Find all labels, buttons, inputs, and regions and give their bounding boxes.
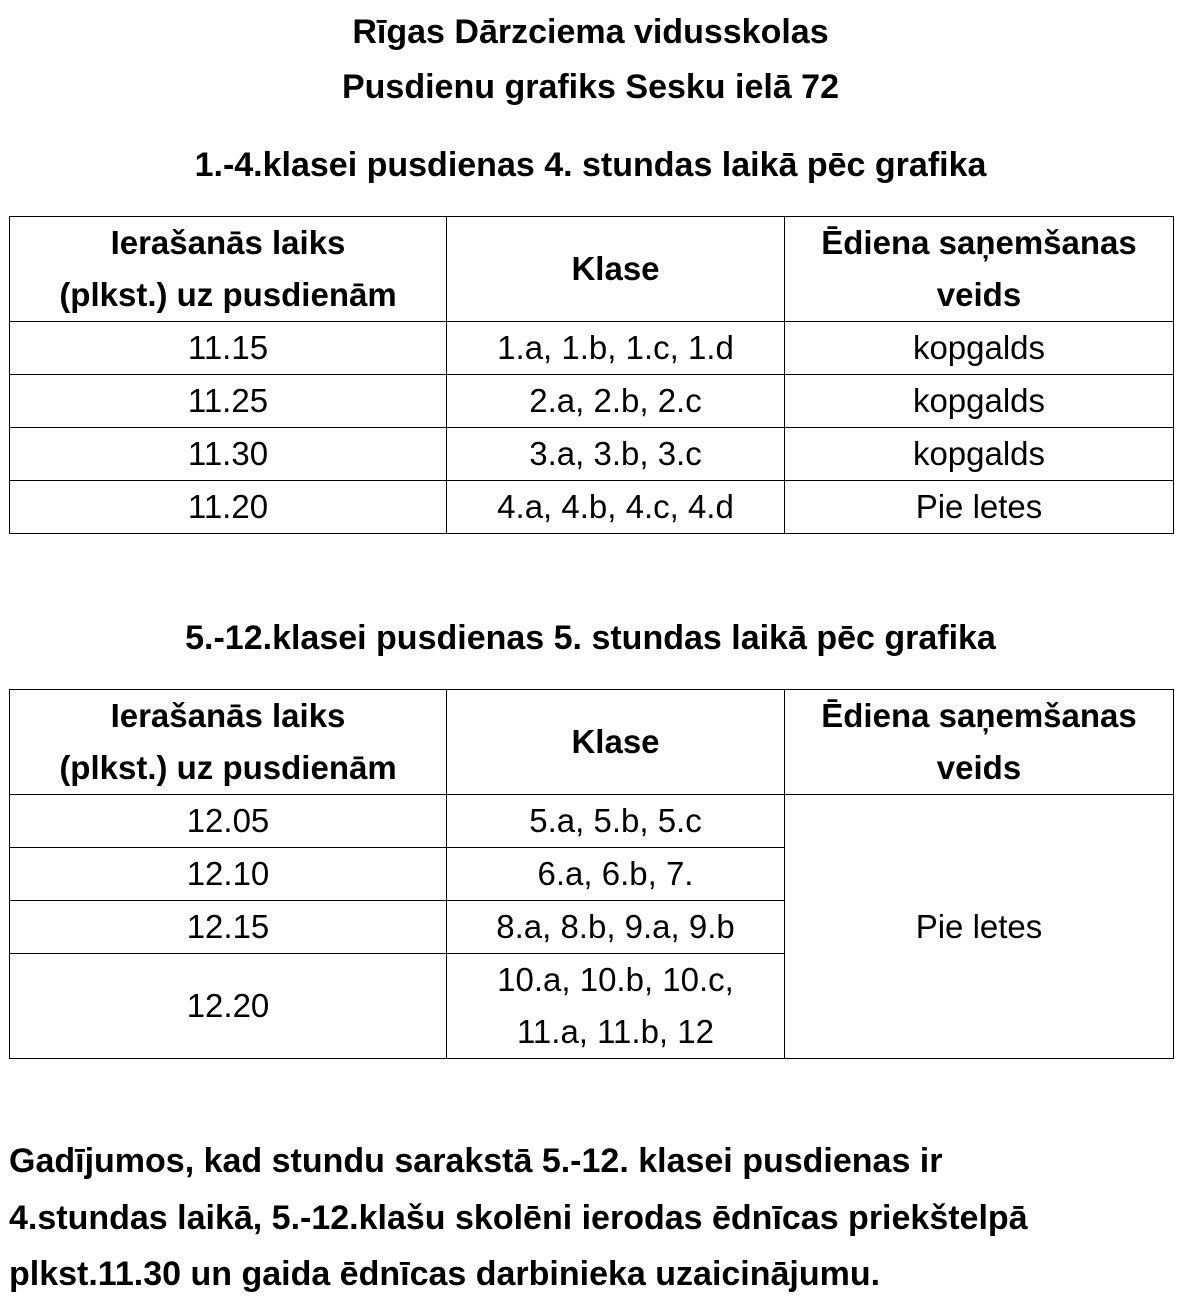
header-arrival-time: Ierašanās laiks (plkst.) uz pusdienām [10, 217, 447, 322]
class-cell: 10.a, 10.b, 10.c, 11.a, 11.b, 12 [447, 954, 785, 1059]
class-cell: 8.a, 8.b, 9.a, 9.b [447, 901, 785, 954]
header-service-method: Ēdiena saņemšanas veids [785, 217, 1174, 322]
note-paragraph [9, 1133, 1174, 1303]
class-cell: 2.a, 2.b, 2.c [447, 375, 785, 428]
class-cell: 1.a, 1.b, 1.c, 1.d [447, 322, 785, 375]
class-cell: 5.a, 5.b, 5.c [447, 795, 785, 848]
method-cell: kopgalds [785, 428, 1174, 481]
header-arrival-time: Ierašanās laiks (plkst.) uz pusdienām [10, 690, 447, 795]
table-row [10, 481, 1174, 534]
table-row [10, 375, 1174, 428]
table-header-row [10, 217, 1174, 322]
school-name: Rīgas Dārzciema vidusskolas [352, 13, 829, 51]
section1-title: 1.-4.klasei pusdienas 4. stundas laikā pēc grafika [194, 146, 987, 184]
table-row [10, 322, 1174, 375]
note-line: plkst.11.30 un gaida ēdnīcas darbinieka uzaicinājumu. [9, 1255, 881, 1293]
note-line: 4.stundas laikā, 5.-12.klašu skolēni ierodas ēdnīcas priekštelpā [9, 1198, 1028, 1237]
time-cell: 11.25 [10, 375, 447, 428]
class-cell: 4.a, 4.b, 4.c, 4.d [447, 481, 785, 534]
method-cell-merged: Pie letes [785, 795, 1174, 1059]
header-class: Klase [447, 217, 785, 322]
header-service-method: Ēdiena saņemšanas veids [785, 690, 1174, 795]
time-cell: 12.10 [10, 848, 447, 901]
method-cell: kopgalds [785, 375, 1174, 428]
time-cell: 11.30 [10, 428, 447, 481]
time-cell: 12.05 [10, 795, 447, 848]
table-row [10, 795, 1174, 848]
time-cell: 11.15 [10, 322, 447, 375]
class-cell: 3.a, 3.b, 3.c [447, 428, 785, 481]
schedule-table-2 [9, 689, 1174, 1059]
table-row [10, 428, 1174, 481]
table-header-row [10, 690, 1174, 795]
section2-title: 5.-12.klasei pusdienas 5. stundas laikā pēc grafika [185, 619, 996, 657]
method-cell: kopgalds [785, 322, 1174, 375]
note-line: Gadījumos, kad stundu sarakstā 5.-12. klasei pusdienas ir [9, 1142, 943, 1180]
schedule-title: Pusdienu grafiks Sesku ielā 72 [341, 68, 839, 106]
time-cell: 12.20 [10, 954, 447, 1059]
header-class: Klase [447, 690, 785, 795]
time-cell: 11.20 [10, 481, 447, 534]
class-cell: 6.a, 6.b, 7. [447, 848, 785, 901]
method-cell: Pie letes [785, 481, 1174, 534]
time-cell: 12.15 [10, 901, 447, 954]
schedule-table-1 [9, 216, 1174, 534]
